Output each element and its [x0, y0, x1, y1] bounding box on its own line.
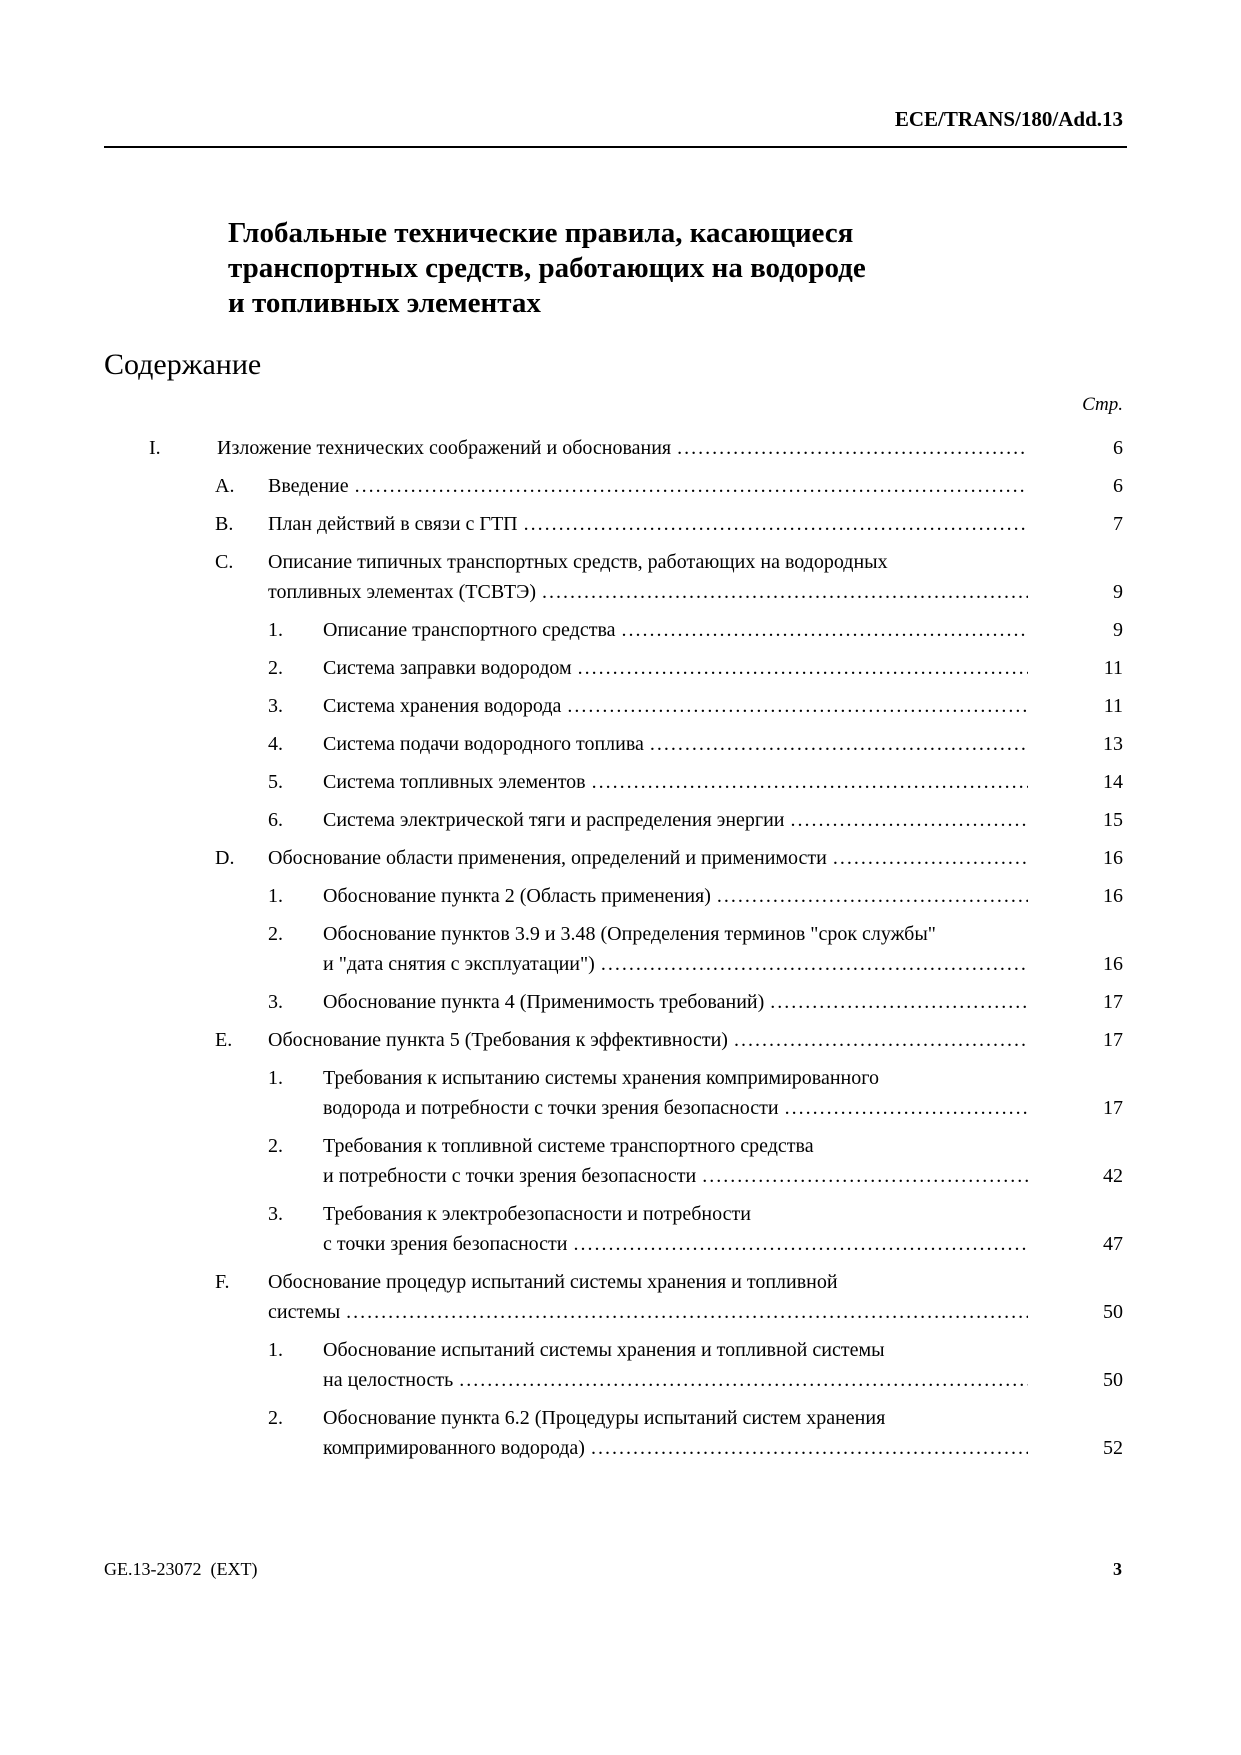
dot-leader [567, 691, 1028, 721]
toc-page-number: 14 [1103, 771, 1123, 793]
toc-item-text-line: с точки зрения безопасности [323, 1233, 568, 1255]
dot-leader [622, 615, 1029, 645]
toc-item-last-line [323, 615, 1028, 645]
toc-item-label: 2. [268, 1135, 283, 1157]
toc-page-number: 47 [1103, 1233, 1123, 1255]
dot-leader [574, 1229, 1029, 1259]
toc-item-label: 3. [268, 991, 283, 1013]
toc-item-last-line [268, 471, 1028, 501]
toc-row [104, 729, 1123, 759]
toc-item-title [323, 987, 1028, 1017]
document-title-line: Глобальные технические правила, касающиеся [228, 217, 854, 249]
toc-item-last-line [323, 1433, 1028, 1463]
toc-item-text-line: Система электрической тяги и распределения энергии [323, 809, 785, 831]
dot-leader [601, 949, 1028, 979]
dot-leader [717, 881, 1028, 911]
dot-leader [702, 1161, 1028, 1191]
toc-page-number: 17 [1103, 1097, 1123, 1119]
toc-item-label: D. [215, 847, 235, 869]
toc-item-title [268, 509, 1028, 539]
toc-item-text-line: Обоснование пункта 4 (Применимость требований) [323, 991, 765, 1013]
toc-row [104, 1025, 1123, 1055]
toc-item-text-line: Обоснование области применения, определений и применимости [268, 847, 827, 869]
toc-item-title [323, 1403, 1028, 1463]
toc-item-title [217, 433, 1028, 463]
toc-item-text-line: План действий в связи с ГТП [268, 513, 518, 535]
toc-item-text-line: Система хранения водорода [323, 695, 562, 717]
toc-item-label: 1. [268, 885, 283, 907]
toc-item-last-line [323, 1229, 1028, 1259]
page-footer [104, 1558, 1122, 1580]
toc-item-title [323, 1335, 1028, 1395]
toc-item-text-line: Система топливных элементов [323, 771, 586, 793]
dot-leader [785, 1093, 1028, 1123]
toc-row [104, 1335, 1123, 1395]
toc-item-label: 2. [268, 657, 283, 679]
toc-item-text-line: Система заправки водородом [323, 657, 572, 679]
toc-item-text-line: Требования к электробезопасности и потребности [323, 1203, 751, 1225]
toc-item-last-line [323, 949, 1028, 979]
footer-page-number: 3 [1113, 1559, 1122, 1579]
toc-item-last-line [323, 1093, 1028, 1123]
toc-item-label: F. [215, 1271, 230, 1293]
toc-item-text-line: Обоснование испытаний системы хранения и топливной системы [323, 1339, 885, 1361]
toc-item-label: 3. [268, 1203, 283, 1225]
dot-leader [542, 577, 1028, 607]
toc-page-number: 11 [1103, 657, 1123, 679]
toc-item-last-line [323, 767, 1028, 797]
toc-row [104, 471, 1123, 501]
toc-item-text-line: Изложение технических соображений и обоснования [217, 437, 672, 459]
toc-item-title [323, 805, 1028, 835]
toc-item-title [323, 1199, 1028, 1259]
toc-row [104, 881, 1123, 911]
toc-item-last-line [323, 729, 1028, 759]
toc-item-title [323, 691, 1028, 721]
toc-item-text-line: системы [268, 1301, 341, 1323]
toc-item-text-line: топливных элементах (ТСВТЭ) [268, 581, 536, 603]
toc-item-last-line [217, 433, 1028, 463]
toc-row [104, 1063, 1123, 1123]
dot-leader [734, 1025, 1028, 1055]
toc-item-title [323, 919, 1028, 979]
toc-item-label: 1. [268, 1339, 283, 1361]
toc-item-last-line [323, 1161, 1028, 1191]
toc-item-label: 2. [268, 1407, 283, 1429]
toc-row [104, 1267, 1123, 1327]
footer-document-code: GE.13-23072 (EXT) [104, 1559, 258, 1579]
page-header [104, 108, 1123, 130]
toc-item-text-line: Обоснование процедур испытаний системы хранения и топливной [268, 1271, 838, 1293]
toc-item-label: 1. [268, 619, 283, 641]
toc-item-last-line [268, 1297, 1028, 1327]
document-title-line: транспортных средств, работающих на водороде [228, 252, 866, 284]
toc-item-title [268, 547, 1028, 607]
toc-item-last-line [323, 1365, 1028, 1395]
toc-page-number: 16 [1103, 885, 1123, 907]
toc-item-label: A. [215, 475, 235, 497]
toc-page-number: 7 [1113, 513, 1123, 535]
toc-item-last-line [268, 1025, 1028, 1055]
toc-item-label: E. [215, 1029, 233, 1051]
toc-item-text-line: Требования к испытанию системы хранения компримированного [323, 1067, 879, 1089]
toc-list [104, 433, 1123, 1463]
toc-row [104, 509, 1123, 539]
dot-leader [592, 767, 1028, 797]
toc-item-text-line: Введение [268, 475, 349, 497]
header-rule [104, 146, 1127, 148]
toc-item-text-line: на целостность [323, 1369, 454, 1391]
dot-leader [578, 653, 1028, 683]
toc-item-label: I. [149, 437, 161, 459]
contents-heading: Содержание [104, 348, 262, 381]
toc-row [104, 767, 1123, 797]
toc-item-label: B. [215, 513, 234, 535]
toc-item-last-line [268, 843, 1028, 873]
toc-row [104, 805, 1123, 835]
toc-item-text-line: Обоснование пункта 6.2 (Процедуры испытаний систем хранения [323, 1407, 886, 1429]
toc-row [104, 919, 1123, 979]
toc-item-last-line [323, 653, 1028, 683]
toc-row [104, 691, 1123, 721]
toc-item-title [268, 471, 1028, 501]
toc-page-number: 6 [1113, 475, 1123, 497]
toc-item-label: C. [215, 551, 234, 573]
document-symbol: ECE/TRANS/180/Add.13 [894, 107, 1123, 131]
page-column-label: Стр. [1082, 394, 1123, 415]
toc-page-number: 16 [1103, 953, 1123, 975]
toc-page-number: 13 [1103, 733, 1123, 755]
dot-leader [346, 1297, 1028, 1327]
toc-item-text-line: Описание типичных транспортных средств, работающих на водородных [268, 551, 888, 573]
dot-leader [677, 433, 1028, 463]
toc-item-title [268, 1025, 1028, 1055]
toc-item-label: 5. [268, 771, 283, 793]
toc-item-label: 6. [268, 809, 283, 831]
toc-item-title [323, 1063, 1028, 1123]
toc-page-number: 42 [1103, 1165, 1123, 1187]
toc-item-label: 4. [268, 733, 283, 755]
toc-item-title [268, 1267, 1028, 1327]
toc-item-label: 1. [268, 1067, 283, 1089]
toc-item-text-line: Обоснование пунктов 3.9 и 3.48 (Определения терминов "срок службы" [323, 923, 936, 945]
toc-page-number: 16 [1103, 847, 1123, 869]
dot-leader [833, 843, 1028, 873]
toc-item-text-line: водорода и потребности с точки зрения безопасности [323, 1097, 779, 1119]
toc-page-number: 9 [1113, 619, 1123, 641]
toc-item-text-line: и "дата снятия с эксплуатации") [323, 953, 595, 975]
toc-item-title [268, 843, 1028, 873]
toc-page-number: 50 [1103, 1369, 1123, 1391]
dot-leader [791, 805, 1028, 835]
toc-item-text-line: Обоснование пункта 5 (Требования к эффективности) [268, 1029, 728, 1051]
toc-item-title [323, 615, 1028, 645]
toc-row [104, 547, 1123, 607]
toc-page-number: 11 [1103, 695, 1123, 717]
toc-page-number: 17 [1103, 1029, 1123, 1051]
toc-page-number: 50 [1103, 1301, 1123, 1323]
toc-row [104, 1131, 1123, 1191]
toc-row [104, 1403, 1123, 1463]
toc-page-number: 9 [1113, 581, 1123, 603]
toc-item-last-line [323, 881, 1028, 911]
toc-item-last-line [323, 987, 1028, 1017]
toc-item-text-line: Обоснование пункта 2 (Область применения) [323, 885, 711, 907]
document-title [228, 216, 1123, 321]
dot-leader [770, 987, 1028, 1017]
toc-row [104, 653, 1123, 683]
toc-item-last-line [268, 577, 1028, 607]
toc-row [104, 843, 1123, 873]
dot-leader [650, 729, 1028, 759]
document-title-line: и топливных элементах [228, 287, 541, 319]
dot-leader [459, 1365, 1028, 1395]
toc-item-last-line [323, 805, 1028, 835]
toc-page-number: 15 [1103, 809, 1123, 831]
toc-row [104, 433, 1123, 463]
toc-item-text-line: и потребности с точки зрения безопасности [323, 1165, 697, 1187]
toc-item-text-line: Требования к топливной системе транспортного средства [323, 1135, 814, 1157]
toc-item-text-line: Описание транспортного средства [323, 619, 616, 641]
toc-item-last-line [323, 691, 1028, 721]
toc-item-title [323, 767, 1028, 797]
toc-item-label: 3. [268, 695, 283, 717]
toc-item-text-line: компримированного водорода) [323, 1437, 585, 1459]
toc-item-title [323, 653, 1028, 683]
toc-item-title [323, 881, 1028, 911]
toc-item-title [323, 1131, 1028, 1191]
toc-page-number: 52 [1103, 1437, 1123, 1459]
toc-item-title [323, 729, 1028, 759]
dot-leader [591, 1433, 1028, 1463]
toc-page-number: 17 [1103, 991, 1123, 1013]
toc-row [104, 987, 1123, 1017]
toc-item-text-line: Система подачи водородного топлива [323, 733, 644, 755]
dot-leader [355, 471, 1028, 501]
toc-item-last-line [268, 509, 1028, 539]
toc-row [104, 615, 1123, 645]
dot-leader [524, 509, 1028, 539]
toc-page-number: 6 [1113, 437, 1123, 459]
toc-item-label: 2. [268, 923, 283, 945]
toc-row [104, 1199, 1123, 1259]
